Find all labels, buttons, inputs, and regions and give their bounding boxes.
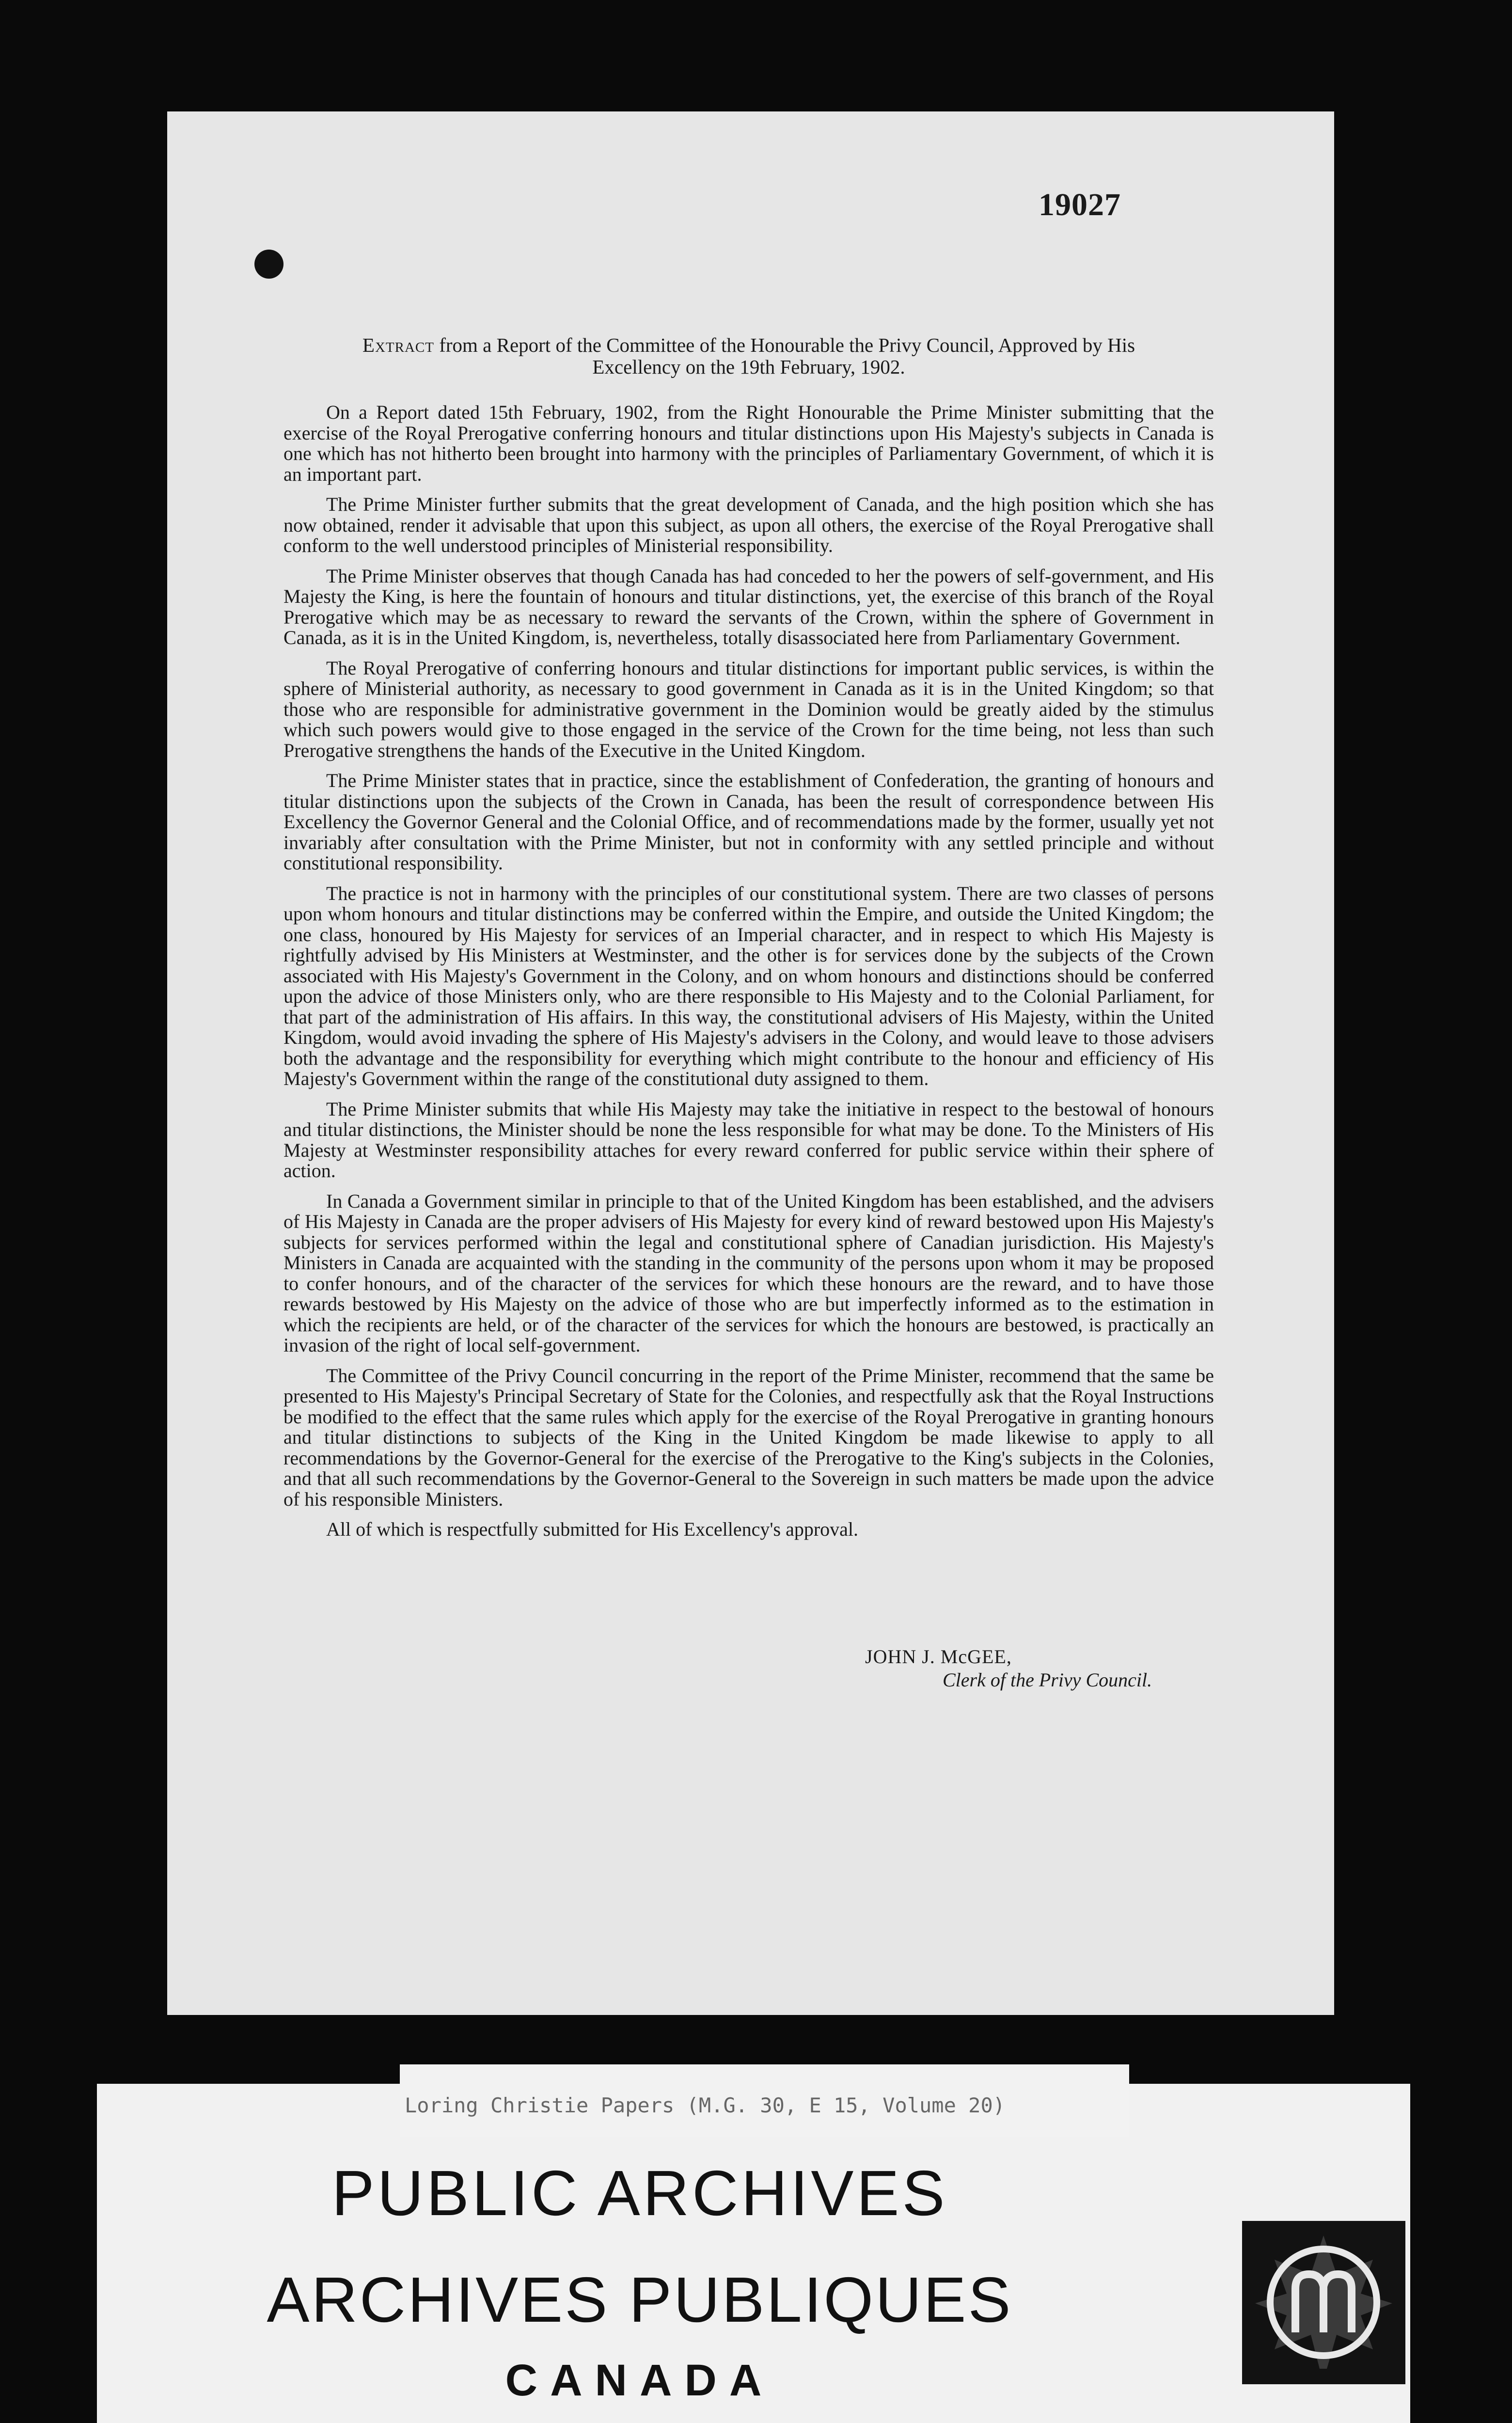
archives-logo-icon [1242,2221,1405,2384]
paragraph: The Committee of the Privy Council concurring in the report of the Prime Minister, recommend that the same be presented to His Majesty's Principal Secretary of State for the Colonies, and respectfully ask that the Royal Instructions be modified to the effect that the same rules which apply for the exercise of the Royal Prerogative in granting honours and titular distinctions to subjects of the King in the United Kingdom be made likewise to apply to all recommendations by the Governor-General for the exercise of the Prerogative to the King's subjects in the Colonies, and that all such recommendations by the Governor-General to the Sovereign in such matters be made upon the advice of his responsible Ministers. [284,1364,1214,1510]
signatory-name: JOHN J. McGEE, [865,1646,1012,1668]
document-page [167,111,1334,2015]
archives-title-english: PUBLIC ARCHIVES [331,2157,948,2229]
collection-label-text: Loring Christie Papers (M.G. 30, E 15, Volume 20) [405,2093,1006,2117]
signature-block [865,1645,1152,1692]
paragraph: The Royal Prerogative of conferring honours and titular distinctions for important public services, is within the sphere of Ministerial authority, as necessary to good government in Canada as it is in the United Kingdom; so that those who are responsible for administrative government in the Dominion would be greatly aided by the stimulus which such powers would give to those engaged in the service of the Crown for the time being, not less than such Prerogative strengthens the hands of the Executive in the United Kingdom. [284,657,1214,761]
document-body [284,334,1214,1550]
paragraph: The Prime Minister states that in practice, since the establishment of Confederation, the granting of honours and titular distinctions upon the subjects of the Crown in Canada, has been the result of correspondence between His Excellency the Governor General and the Colonial Office, and of recommendations made by the former, usually yet not invariably after consultation with the Prime Minister, but not in conformity with any settled principle and without constitutional responsibility. [284,770,1214,874]
punch-hole [254,250,284,279]
closing-paragraph: All of which is respectfully submitted for His Excellency's approval. [326,1518,859,1540]
extract-heading-text: from a Report of the Committee of the Honourable the Privy Council, Approved by His Excellency on the 19th February, 1902. [434,334,1135,378]
page-number: 19027 [1039,187,1121,222]
paragraph: The Prime Minister observes that though Canada has had conceded to her the powers of self-government, and His Majesty the King, is here the fountain of honours and titular distinctions, yet, the exercise of this branch of the Royal Prerogative which may be as necessary to reward the servants of the Crown, within the sphere of Government in Canada, as it is in the United Kingdom, is, nevertheless, totally disassociated here from Parliamentary Government. [284,565,1214,648]
paragraph: The Prime Minister further submits that the great development of Canada, and the high position which she has now obtained, render it advisable that upon this subject, as upon all others, the exercise of the Royal Prerogative shall conform to the well understood principles of Ministerial responsibility. [284,493,1214,556]
paragraph: In Canada a Government similar in principle to that of the United Kingdom has been established, and the advisers of His Majesty in Canada are the proper advisers of His Majesty for every kind of reward bestowed upon His Majesty's subjects for services performed within the legal and constitutional sphere of Canadian jurisdiction. His Majesty's Ministers in Canada are acquainted with the standing in the community of the persons upon whom it may be proposed to confer honours, and of the character of the services for which these honours are the reward, and to have those rewards bestowed by His Majesty on the advice of those who are but imperfectly informed as to the estimation in which the recipients are held, or of the character of the services for which the honours are bestowed, is practically an invasion of the right of local self-government. [284,1190,1214,1356]
archives-country: CANADA [505,2356,774,2405]
paragraph: The practice is not in harmony with the principles of our constitutional system. There are two classes of persons upon whom honours and titular distinctions may be conferred within the Empire, and outside the United Kingdom; the one class, honoured by His Majesty for services of an Imperial character, and in respect to which His Majesty is rightfully advised by His Ministers at Westminster, and the other is for services done by the subjects of the Crown associated with His Majesty's Government in the Colony, and on whom honours and distinctions should be conferred upon the advice of those Ministers only, who are there responsible to His Majesty and to the Colonial Parliament, for that part of the administration of His affairs. In this way, the constitutional advisers of His Majesty, within the United Kingdom, would avoid invading the sphere of His Majesty's advisers in the Colony, and would leave to those advisers both the advantage and the responsibility for everything which might contribute to the honour and efficiency of His Majesty's Government within the range of the constitutional duty assigned to them. [284,882,1214,1089]
signatory-title: Clerk of the Privy Council. [943,1669,1152,1691]
extract-heading [317,334,1180,378]
paragraph: The Prime Minister submits that while His Majesty may take the initiative in respect to the bestowal of honours and titular distinctions, the Minister should be none the less responsible for what may be done. To the Ministers of His Majesty at Westminster responsibility attaches for every reward conferred for public service within their sphere of action. [284,1098,1214,1181]
collection-label [400,2064,1129,2137]
extract-heading-prefix: Extract [362,334,434,356]
paragraph: On a Report dated 15th February, 1902, from the Right Honourable the Prime Minister submitting that the exercise of the Royal Prerogative conferring honours and titular distinctions upon His Majesty's subjects in Canada is one which has not hitherto been brought into harmony with the principles of Parliamentary Government, of which it is an important part. [284,401,1214,485]
archives-title-french: ARCHIVES PUBLIQUES [267,2264,1013,2335]
